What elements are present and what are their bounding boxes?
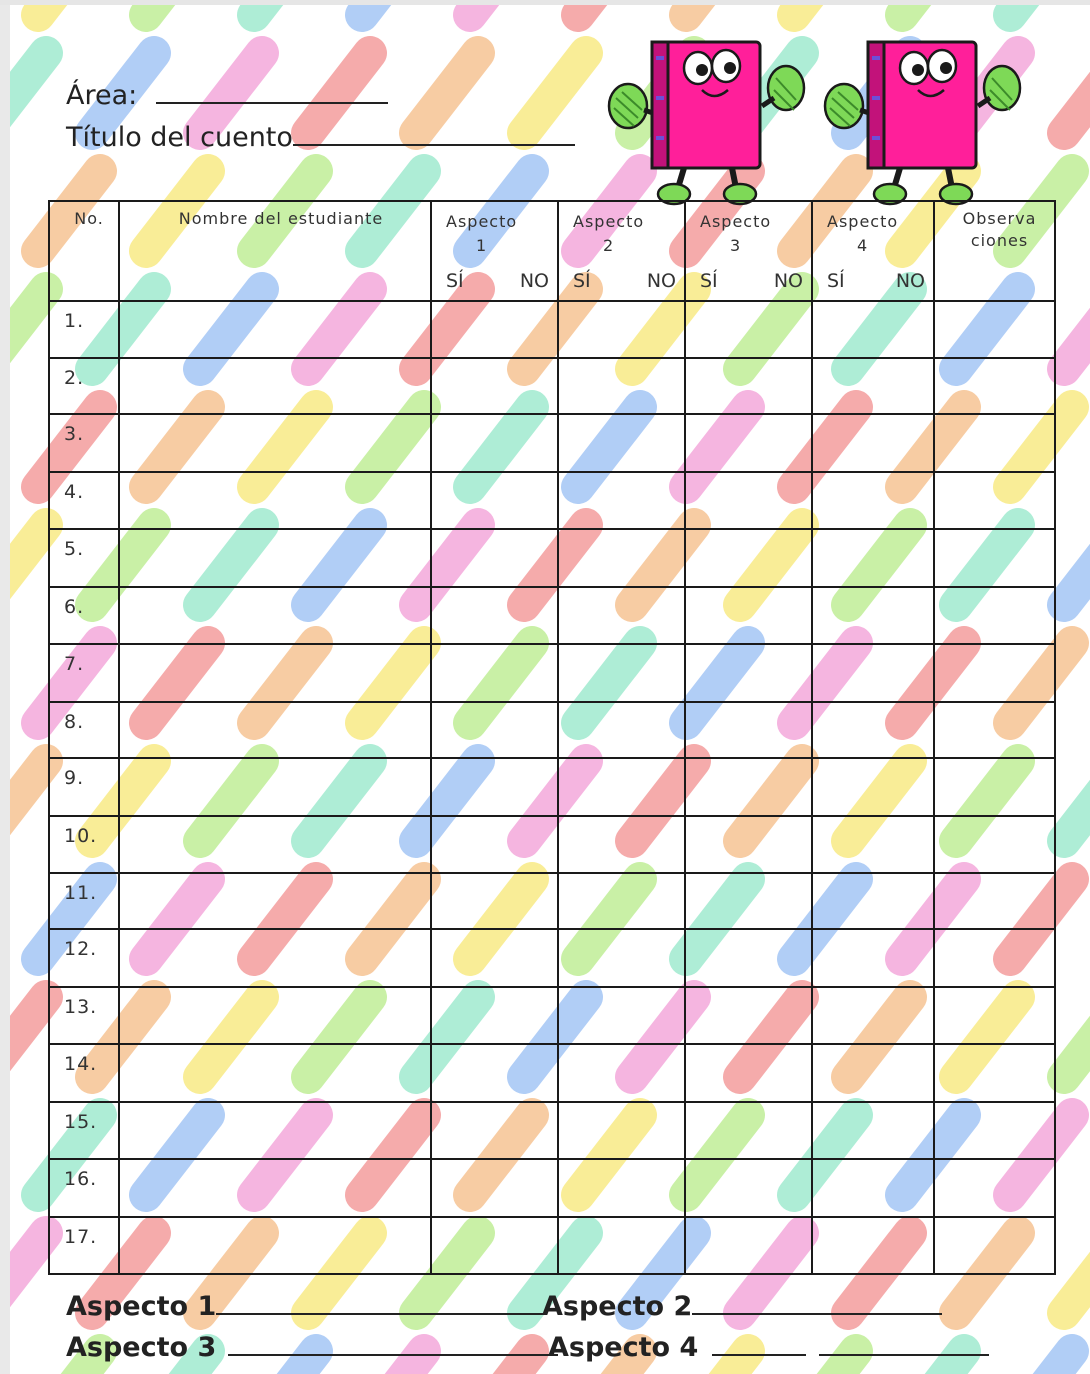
- student-name-cell[interactable]: [119, 929, 431, 987]
- aspect-4-cell[interactable]: [812, 987, 934, 1044]
- header-aspect-4: [812, 201, 934, 301]
- background-stripe: [1064, 997, 1090, 1077]
- aspect-4-cell[interactable]: [812, 414, 934, 472]
- row-number: 5.: [64, 538, 85, 560]
- table-row: [49, 1102, 1055, 1159]
- observations-cell[interactable]: [934, 1044, 1055, 1102]
- row-number-cell: [49, 472, 119, 529]
- row-number-cell: [49, 1044, 119, 1102]
- table-row: [49, 301, 1055, 358]
- row-number-cell: [49, 702, 119, 758]
- observations-cell[interactable]: [934, 1102, 1055, 1159]
- aspect-3-cell[interactable]: [685, 1159, 812, 1217]
- page-top-edge: [0, 0, 1090, 5]
- aspect-1-blank[interactable]: [216, 1287, 546, 1315]
- student-name-cell[interactable]: [119, 1159, 431, 1217]
- aspect-3-cell[interactable]: [685, 587, 812, 644]
- student-name-cell[interactable]: [119, 987, 431, 1044]
- row-number: 15.: [64, 1111, 98, 1133]
- row-number-cell: [49, 929, 119, 987]
- aspect-1-cell[interactable]: [431, 1159, 558, 1217]
- title-blank[interactable]: [293, 120, 575, 146]
- aspect-3-cell[interactable]: [685, 816, 812, 873]
- area-field: [66, 78, 388, 111]
- background-stripe: [1064, 761, 1090, 841]
- header-aspect-2: [558, 201, 685, 301]
- observations-cell[interactable]: [934, 587, 1055, 644]
- aspect-4-cell[interactable]: [812, 529, 934, 587]
- aspect-3-cell[interactable]: [685, 472, 812, 529]
- aspect-3-cell[interactable]: [685, 702, 812, 758]
- aspect-3-blank[interactable]: [228, 1328, 558, 1356]
- aspect-1-cell[interactable]: [431, 816, 558, 873]
- table-row: [49, 358, 1055, 414]
- aspect-3-cell[interactable]: [685, 929, 812, 987]
- observations-cell[interactable]: [934, 301, 1055, 358]
- row-number-cell: [49, 529, 119, 587]
- aspect-4-cell[interactable]: [812, 1217, 934, 1274]
- row-number: 3.: [64, 423, 85, 445]
- aspect-2-cell[interactable]: [558, 644, 685, 702]
- observations-cell[interactable]: [934, 987, 1055, 1044]
- observations-cell[interactable]: [934, 472, 1055, 529]
- student-name-cell[interactable]: [119, 758, 431, 816]
- row-number-cell: [49, 644, 119, 702]
- aspect-2-no: NO: [646, 270, 676, 292]
- aspect-3-cell[interactable]: [685, 1217, 812, 1274]
- observations-cell[interactable]: [934, 358, 1055, 414]
- aspect-4-cell[interactable]: [812, 1159, 934, 1217]
- header-aspect-1: [431, 201, 558, 301]
- aspect-2-yes: SÍ: [573, 270, 591, 292]
- aspect-4-blank-b[interactable]: [819, 1328, 989, 1356]
- aspect-1-cell[interactable]: [431, 929, 558, 987]
- observations-line2: ciones: [970, 231, 1029, 250]
- student-name-cell[interactable]: [119, 529, 431, 587]
- aspect-4-blank-a[interactable]: [712, 1328, 806, 1356]
- background-stripe: [254, 5, 316, 15]
- header-name: [119, 201, 431, 301]
- table-row: [49, 758, 1055, 816]
- aspect-1-cell[interactable]: [431, 702, 558, 758]
- table-row: [49, 587, 1055, 644]
- aspect-2-cell[interactable]: [558, 1102, 685, 1159]
- row-number-cell: [49, 587, 119, 644]
- student-name-cell[interactable]: [119, 644, 431, 702]
- aspect-2-cell[interactable]: [558, 929, 685, 987]
- student-name-cell[interactable]: [119, 702, 431, 758]
- row-number: 11.: [64, 882, 98, 904]
- row-number-cell: [49, 1217, 119, 1274]
- page-left-edge: [0, 0, 10, 1374]
- table-row: [49, 644, 1055, 702]
- table-body: [49, 301, 1055, 1274]
- aspect-2-cell[interactable]: [558, 758, 685, 816]
- row-number: 4.: [64, 481, 85, 503]
- student-name-cell[interactable]: [119, 414, 431, 472]
- aspect-3-no: NO: [773, 270, 803, 292]
- table-row: [49, 529, 1055, 587]
- aspect-2-cell[interactable]: [558, 1217, 685, 1274]
- table-row: [49, 873, 1055, 929]
- student-name-cell[interactable]: [119, 587, 431, 644]
- background-stripe: [10, 1233, 46, 1313]
- aspect-4-cell[interactable]: [812, 301, 934, 358]
- row-number-cell: [49, 816, 119, 873]
- aspect-1-yes: SÍ: [446, 270, 464, 292]
- row-number: 13.: [64, 996, 98, 1018]
- row-number: 12.: [64, 938, 98, 960]
- background-stripe: [10, 289, 46, 369]
- aspect-3-cell[interactable]: [685, 758, 812, 816]
- aspect-2-label: Aspecto: [573, 212, 645, 231]
- student-name-cell[interactable]: [119, 873, 431, 929]
- aspect-4-cell[interactable]: [812, 702, 934, 758]
- row-number-cell: [49, 987, 119, 1044]
- aspect-1-cell[interactable]: [431, 301, 558, 358]
- aspect-4-yes: SÍ: [827, 270, 845, 292]
- background-stripe: [10, 53, 46, 133]
- header-no: [49, 201, 119, 301]
- aspect-3-cell[interactable]: [685, 987, 812, 1044]
- row-number: 1.: [64, 310, 85, 332]
- row-number-cell: [49, 301, 119, 358]
- aspect-2-number: 2: [602, 236, 615, 255]
- background-stripe: [470, 5, 532, 15]
- row-number: 14.: [64, 1053, 98, 1075]
- background-stripe: [1064, 1233, 1090, 1313]
- aspect-3-number: 3: [729, 236, 742, 255]
- aspect-4-cell[interactable]: [812, 873, 934, 929]
- row-number-cell: [49, 358, 119, 414]
- aspect-1-cell[interactable]: [431, 358, 558, 414]
- observations-cell[interactable]: [934, 758, 1055, 816]
- row-number-cell: [49, 1159, 119, 1217]
- aspect-3-cell[interactable]: [685, 529, 812, 587]
- table-row: [49, 702, 1055, 758]
- aspect-2-cell[interactable]: [558, 529, 685, 587]
- aspect-2-cell[interactable]: [558, 358, 685, 414]
- background-stripe: [902, 5, 964, 15]
- background-stripe: [38, 5, 100, 15]
- evaluation-table: [48, 200, 1056, 1275]
- row-number: 2.: [64, 367, 85, 389]
- area-label: Área:: [66, 80, 138, 111]
- book-mascot-left-icon: [604, 28, 814, 208]
- header-no-text: No.: [74, 209, 104, 228]
- aspect-1-no: NO: [519, 270, 549, 292]
- row-number: 6.: [64, 596, 85, 618]
- aspect-1-cell[interactable]: [431, 587, 558, 644]
- header-observations: [934, 201, 1055, 301]
- aspect-4-field: [548, 1328, 989, 1363]
- header-aspect-3: [685, 201, 812, 301]
- aspect-2-cell[interactable]: [558, 472, 685, 529]
- row-number-cell: [49, 873, 119, 929]
- title-field: [66, 120, 575, 153]
- aspect-3-field: [66, 1328, 558, 1363]
- row-number: 9.: [64, 767, 85, 789]
- aspect-2-cell[interactable]: [558, 816, 685, 873]
- aspect-3-label: Aspecto: [700, 212, 772, 231]
- observations-cell[interactable]: [934, 873, 1055, 929]
- background-stripe: [794, 5, 856, 15]
- table-header-row: [49, 201, 1055, 301]
- student-name-cell[interactable]: [119, 1044, 431, 1102]
- background-stripe: [10, 525, 46, 605]
- footer-aspect-3-label: Aspecto 3: [66, 1332, 217, 1363]
- aspect-1-cell[interactable]: [431, 1044, 558, 1102]
- aspect-2-cell[interactable]: [558, 702, 685, 758]
- aspect-3-cell[interactable]: [685, 358, 812, 414]
- aspect-3-cell[interactable]: [685, 1102, 812, 1159]
- aspect-3-cell[interactable]: [685, 873, 812, 929]
- aspect-2-cell[interactable]: [558, 873, 685, 929]
- table-row: [49, 472, 1055, 529]
- background-stripe: [362, 5, 424, 15]
- background-stripe: [1064, 525, 1090, 605]
- aspect-4-cell[interactable]: [812, 1044, 934, 1102]
- table-row: [49, 987, 1055, 1044]
- aspect-1-label: Aspecto: [446, 212, 518, 231]
- observations-cell[interactable]: [934, 929, 1055, 987]
- table-row: [49, 929, 1055, 987]
- aspect-2-cell[interactable]: [558, 1159, 685, 1217]
- aspect-2-field: [542, 1287, 942, 1322]
- table-row: [49, 1159, 1055, 1217]
- background-stripe: [10, 761, 46, 841]
- background-stripe: [686, 5, 748, 15]
- row-number: 7.: [64, 653, 85, 675]
- title-label: Título del cuento: [66, 122, 293, 153]
- aspect-1-cell[interactable]: [431, 987, 558, 1044]
- observations-cell[interactable]: [934, 529, 1055, 587]
- row-number-cell: [49, 414, 119, 472]
- observations-line1: Observa: [962, 209, 1037, 228]
- aspect-2-cell[interactable]: [558, 987, 685, 1044]
- aspect-3-cell[interactable]: [685, 301, 812, 358]
- aspect-4-cell[interactable]: [812, 929, 934, 987]
- aspect-1-cell[interactable]: [431, 529, 558, 587]
- aspect-4-cell[interactable]: [812, 816, 934, 873]
- row-number: 8.: [64, 711, 85, 733]
- aspect-3-cell[interactable]: [685, 1044, 812, 1102]
- book-mascot-right-icon: [820, 28, 1030, 208]
- aspect-3-yes: SÍ: [700, 270, 718, 292]
- aspect-3-cell[interactable]: [685, 644, 812, 702]
- aspect-1-field: [66, 1287, 546, 1322]
- aspect-1-cell[interactable]: [431, 873, 558, 929]
- row-number-cell: [49, 1102, 119, 1159]
- observations-cell[interactable]: [934, 1217, 1055, 1274]
- background-stripe: [1010, 5, 1072, 15]
- student-name-cell[interactable]: [119, 816, 431, 873]
- observations-cell[interactable]: [934, 816, 1055, 873]
- background-stripe: [1064, 289, 1090, 369]
- aspect-3-cell[interactable]: [685, 414, 812, 472]
- aspect-1-cell[interactable]: [431, 1102, 558, 1159]
- aspect-4-cell[interactable]: [812, 758, 934, 816]
- aspect-4-cell[interactable]: [812, 472, 934, 529]
- student-name-cell[interactable]: [119, 358, 431, 414]
- aspect-4-cell[interactable]: [812, 644, 934, 702]
- observations-cell[interactable]: [934, 414, 1055, 472]
- observations-cell[interactable]: [934, 644, 1055, 702]
- footer-aspect-1-label: Aspecto 1: [66, 1291, 217, 1322]
- aspect-4-cell[interactable]: [812, 587, 934, 644]
- aspect-4-number: 4: [856, 236, 869, 255]
- background-stripe: [146, 5, 208, 15]
- aspect-1-cell[interactable]: [431, 414, 558, 472]
- area-blank[interactable]: [156, 78, 388, 104]
- aspect-1-number: 1: [475, 236, 488, 255]
- student-name-cell[interactable]: [119, 1102, 431, 1159]
- footer-aspect-2-label: Aspecto 2: [542, 1291, 693, 1322]
- row-number: 16.: [64, 1168, 98, 1190]
- student-name-cell[interactable]: [119, 301, 431, 358]
- table-row: [49, 816, 1055, 873]
- row-number: 17.: [64, 1226, 98, 1248]
- footer-aspect-4-label: Aspecto 4: [548, 1332, 699, 1363]
- aspect-1-cell[interactable]: [431, 472, 558, 529]
- row-number: 10.: [64, 825, 98, 847]
- background-stripe: [578, 5, 640, 15]
- student-name-cell[interactable]: [119, 1217, 431, 1274]
- aspect-2-cell[interactable]: [558, 1044, 685, 1102]
- aspect-2-blank[interactable]: [692, 1287, 942, 1315]
- aspect-4-label: Aspecto: [827, 212, 899, 231]
- background-stripe: [1064, 53, 1090, 133]
- student-name-cell[interactable]: [119, 472, 431, 529]
- aspect-4-cell[interactable]: [812, 358, 934, 414]
- header-name-text: Nombre del estudiante: [178, 209, 384, 228]
- aspect-4-no: NO: [895, 270, 925, 292]
- table-row: [49, 1044, 1055, 1102]
- aspect-4-cell[interactable]: [812, 1102, 934, 1159]
- aspect-1-cell[interactable]: [431, 1217, 558, 1274]
- aspect-2-cell[interactable]: [558, 301, 685, 358]
- background-stripe: [1010, 1351, 1072, 1374]
- background-stripe: [10, 997, 46, 1077]
- aspect-1-cell[interactable]: [431, 758, 558, 816]
- aspect-2-cell[interactable]: [558, 414, 685, 472]
- table-row: [49, 1217, 1055, 1274]
- table-row: [49, 414, 1055, 472]
- observations-cell[interactable]: [934, 1159, 1055, 1217]
- observations-cell[interactable]: [934, 702, 1055, 758]
- aspect-1-cell[interactable]: [431, 644, 558, 702]
- aspect-2-cell[interactable]: [558, 587, 685, 644]
- row-number-cell: [49, 758, 119, 816]
